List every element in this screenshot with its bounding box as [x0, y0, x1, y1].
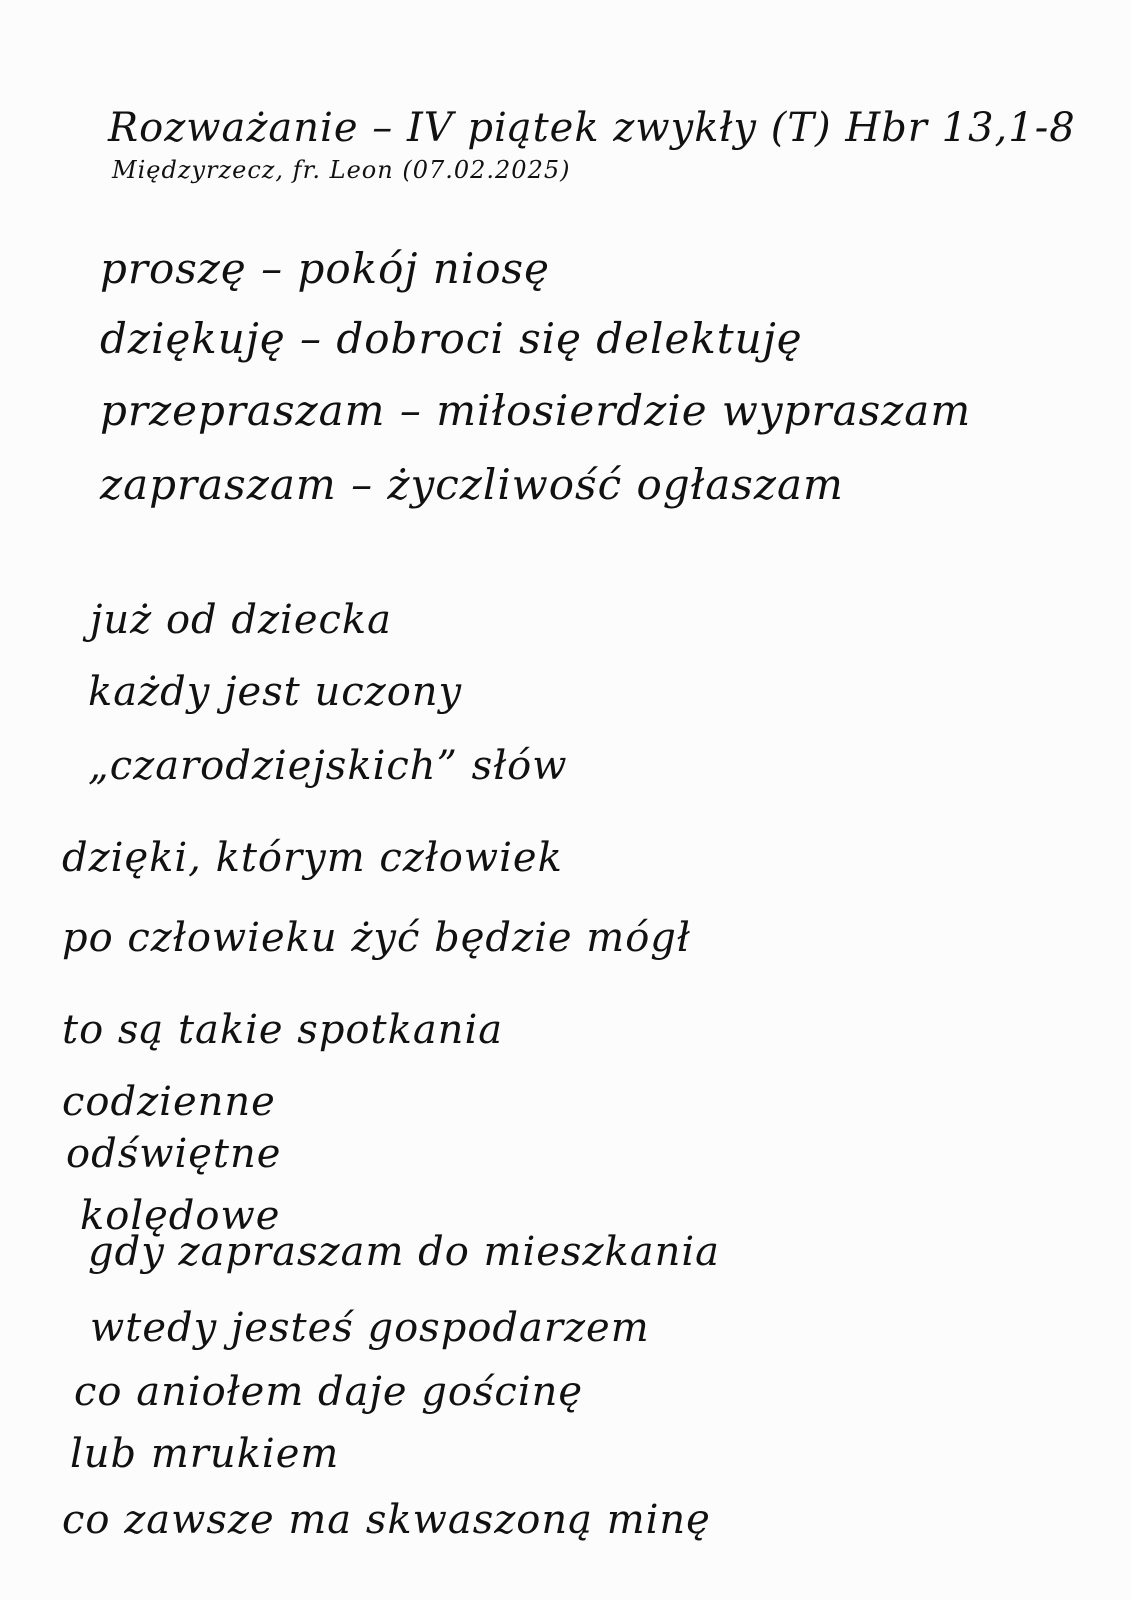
- stanza1-line: proszę – pokój niosę: [100, 244, 550, 293]
- stanza2-line: gdy zapraszam do mieszkania: [88, 1229, 720, 1275]
- stanza2-line: co aniołem daje gościnę: [74, 1369, 584, 1415]
- page-title: Rozważanie – IV piątek zwykły (T) Hbr 13,1-8: [108, 105, 1076, 151]
- stanza2-line: lub mrukiem: [70, 1431, 340, 1477]
- stanza2-line: wtedy jesteś gospodarzem: [90, 1305, 650, 1351]
- stanza2-line: „czarodziejskich” słów: [88, 743, 568, 789]
- stanza2-line: codzienne: [62, 1079, 276, 1125]
- stanza2-line: odświętne: [66, 1131, 282, 1177]
- stanza2-line: co zawsze ma skwaszoną minę: [62, 1497, 711, 1543]
- stanza1-line: zapraszam – życzliwość ogłaszam: [100, 460, 844, 509]
- stanza2-line: to są takie spotkania: [62, 1007, 504, 1053]
- stanza2-line: już od dziecka: [90, 597, 392, 643]
- page-subtitle: Międzyrzecz, fr. Leon (07.02.2025): [112, 156, 571, 184]
- stanza1-line: przepraszam – miłosierdzie wypraszam: [100, 386, 972, 435]
- stanza2-line: po człowieku żyć będzie mógł: [62, 915, 691, 961]
- stanza2-line: każdy jest uczony: [88, 669, 463, 715]
- stanza2-line: dzięki, którym człowiek: [62, 835, 563, 881]
- stanza1-line: dziękuję – dobroci się delektuję: [100, 314, 803, 363]
- stanza2-line: kolędowe: [80, 1193, 281, 1239]
